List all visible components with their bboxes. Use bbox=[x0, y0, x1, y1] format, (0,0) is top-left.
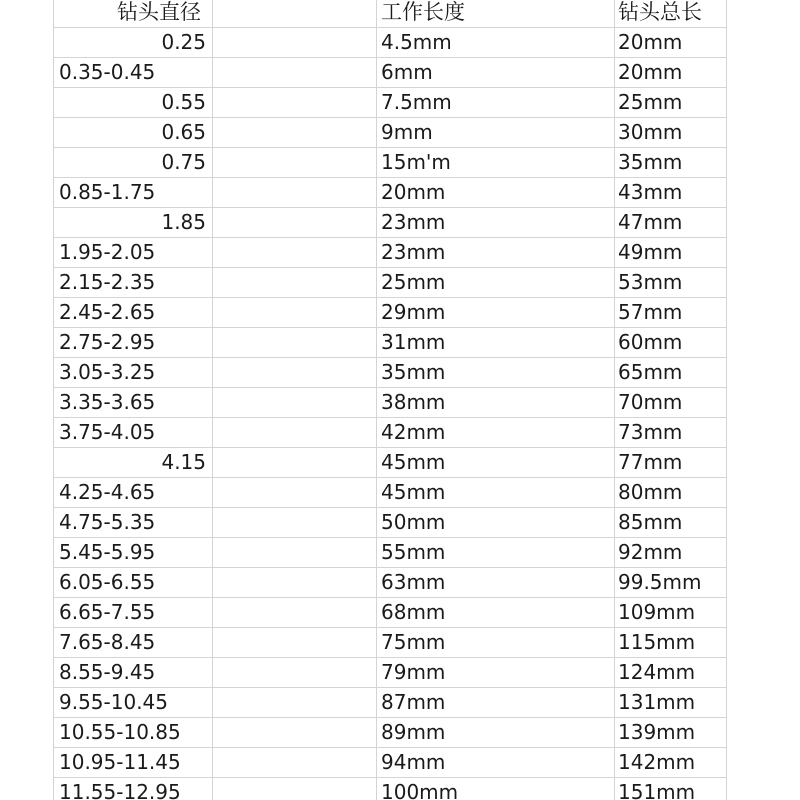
cell-total-length[interactable]: 124mm bbox=[618, 660, 696, 684]
table-row bbox=[0, 177, 800, 207]
table-row bbox=[0, 597, 800, 627]
table-row bbox=[0, 327, 800, 357]
cell-drill-diameter[interactable]: 0.25 bbox=[161, 30, 206, 54]
header-total-length[interactable]: 钻头总长 bbox=[618, 0, 702, 24]
row-divider bbox=[53, 297, 727, 298]
cell-total-length[interactable]: 20mm bbox=[618, 60, 683, 84]
cell-drill-diameter[interactable]: 1.85 bbox=[161, 210, 206, 234]
cell-total-length[interactable]: 70mm bbox=[618, 390, 683, 414]
row-divider bbox=[53, 57, 727, 58]
cell-total-length[interactable]: 109mm bbox=[618, 600, 696, 624]
cell-working-length[interactable]: 4.5mm bbox=[381, 30, 452, 54]
cell-total-length[interactable]: 85mm bbox=[618, 510, 683, 534]
cell-working-length[interactable]: 15m'm bbox=[381, 150, 451, 174]
cell-drill-diameter[interactable]: 2.75-2.95 bbox=[59, 330, 156, 354]
cell-drill-diameter[interactable]: 4.15 bbox=[161, 450, 206, 474]
row-divider bbox=[53, 357, 727, 358]
cell-working-length[interactable]: 29mm bbox=[381, 300, 446, 324]
cell-total-length[interactable]: 57mm bbox=[618, 300, 683, 324]
cell-total-length[interactable]: 115mm bbox=[618, 630, 696, 654]
cell-total-length[interactable]: 43mm bbox=[618, 180, 683, 204]
cell-total-length[interactable]: 20mm bbox=[618, 30, 683, 54]
cell-working-length[interactable]: 55mm bbox=[381, 540, 446, 564]
table-row bbox=[0, 237, 800, 267]
cell-drill-diameter[interactable]: 2.15-2.35 bbox=[59, 270, 156, 294]
cell-working-length[interactable]: 23mm bbox=[381, 240, 446, 264]
cell-working-length[interactable]: 79mm bbox=[381, 660, 446, 684]
cell-total-length[interactable]: 73mm bbox=[618, 420, 683, 444]
cell-working-length[interactable]: 20mm bbox=[381, 180, 446, 204]
table-row bbox=[0, 417, 800, 447]
row-divider bbox=[53, 207, 727, 208]
table-row bbox=[0, 627, 800, 657]
cell-drill-diameter[interactable]: 8.55-9.45 bbox=[59, 660, 156, 684]
row-divider bbox=[53, 387, 727, 388]
row-divider bbox=[53, 657, 727, 658]
cell-drill-diameter[interactable]: 2.45-2.65 bbox=[59, 300, 156, 324]
cell-drill-diameter[interactable]: 6.65-7.55 bbox=[59, 600, 156, 624]
cell-total-length[interactable]: 53mm bbox=[618, 270, 683, 294]
table-row bbox=[0, 357, 800, 387]
table-row bbox=[0, 297, 800, 327]
table-row bbox=[0, 117, 800, 147]
row-divider bbox=[53, 327, 727, 328]
cell-total-length[interactable]: 80mm bbox=[618, 480, 683, 504]
row-divider bbox=[53, 597, 727, 598]
table-row bbox=[0, 567, 800, 597]
cell-total-length[interactable]: 77mm bbox=[618, 450, 683, 474]
cell-drill-diameter[interactable]: 1.95-2.05 bbox=[59, 240, 156, 264]
cell-total-length[interactable]: 151mm bbox=[618, 780, 696, 800]
table-row bbox=[0, 537, 800, 567]
header-working-length[interactable]: 工作长度 bbox=[381, 0, 465, 24]
table-row bbox=[0, 87, 800, 117]
cell-total-length[interactable]: 35mm bbox=[618, 150, 683, 174]
cell-working-length[interactable]: 45mm bbox=[381, 480, 446, 504]
row-divider bbox=[53, 177, 727, 178]
cell-working-length[interactable]: 25mm bbox=[381, 270, 446, 294]
table-row bbox=[0, 447, 800, 477]
cell-working-length[interactable]: 45mm bbox=[381, 450, 446, 474]
table-row bbox=[0, 267, 800, 297]
cell-drill-diameter[interactable]: 7.65-8.45 bbox=[59, 630, 156, 654]
cell-total-length[interactable]: 99.5mm bbox=[618, 570, 702, 594]
cell-drill-diameter[interactable]: 0.75 bbox=[161, 150, 206, 174]
table-row bbox=[0, 657, 800, 687]
table-row bbox=[0, 717, 800, 747]
cell-total-length[interactable]: 47mm bbox=[618, 210, 683, 234]
table-row bbox=[0, 387, 800, 417]
table-row bbox=[0, 477, 800, 507]
row-divider bbox=[53, 747, 727, 748]
cell-working-length[interactable]: 42mm bbox=[381, 420, 446, 444]
cell-total-length[interactable]: 60mm bbox=[618, 330, 683, 354]
cell-working-length[interactable]: 6mm bbox=[381, 60, 433, 84]
cell-drill-diameter[interactable]: 4.75-5.35 bbox=[59, 510, 156, 534]
cell-total-length[interactable]: 92mm bbox=[618, 540, 683, 564]
table-row bbox=[0, 147, 800, 177]
cell-total-length[interactable]: 139mm bbox=[618, 720, 696, 744]
cell-working-length[interactable]: 9mm bbox=[381, 120, 433, 144]
cell-drill-diameter[interactable]: 5.45-5.95 bbox=[59, 540, 156, 564]
cell-working-length[interactable]: 94mm bbox=[381, 750, 446, 774]
row-divider bbox=[53, 447, 727, 448]
cell-working-length[interactable]: 89mm bbox=[381, 720, 446, 744]
cell-drill-diameter[interactable]: 0.85-1.75 bbox=[59, 180, 156, 204]
row-divider bbox=[53, 507, 727, 508]
table-row bbox=[0, 747, 800, 777]
table-row bbox=[0, 207, 800, 237]
cell-working-length[interactable]: 7.5mm bbox=[381, 90, 452, 114]
row-divider bbox=[53, 237, 727, 238]
cell-working-length[interactable]: 68mm bbox=[381, 600, 446, 624]
cell-drill-diameter[interactable]: 3.75-4.05 bbox=[59, 420, 156, 444]
header-drill-diameter[interactable]: 钻头直径 bbox=[117, 0, 201, 24]
cell-drill-diameter[interactable]: 0.55 bbox=[161, 90, 206, 114]
row-divider bbox=[53, 117, 727, 118]
cell-drill-diameter[interactable]: 6.05-6.55 bbox=[59, 570, 156, 594]
cell-working-length[interactable]: 38mm bbox=[381, 390, 446, 414]
row-divider bbox=[53, 717, 727, 718]
table-row bbox=[0, 27, 800, 57]
row-divider bbox=[53, 267, 727, 268]
row-divider bbox=[53, 147, 727, 148]
table-row bbox=[0, 777, 800, 800]
cell-drill-diameter[interactable]: 11.55-12.95 bbox=[59, 780, 181, 800]
cell-drill-diameter[interactable]: 9.55-10.45 bbox=[59, 690, 169, 714]
cell-working-length[interactable]: 35mm bbox=[381, 360, 446, 384]
cell-working-length[interactable]: 50mm bbox=[381, 510, 446, 534]
cell-working-length[interactable]: 23mm bbox=[381, 210, 446, 234]
row-divider bbox=[53, 27, 727, 28]
row-divider bbox=[53, 87, 727, 88]
table-row bbox=[0, 687, 800, 717]
cell-total-length[interactable]: 142mm bbox=[618, 750, 696, 774]
cell-drill-diameter[interactable]: 0.35-0.45 bbox=[59, 60, 156, 84]
cell-drill-diameter[interactable]: 4.25-4.65 bbox=[59, 480, 156, 504]
table-row bbox=[0, 507, 800, 537]
row-divider bbox=[53, 417, 727, 418]
header-row bbox=[0, 0, 800, 27]
cell-drill-diameter[interactable]: 3.35-3.65 bbox=[59, 390, 156, 414]
cell-working-length[interactable]: 100mm bbox=[381, 780, 459, 800]
cell-working-length[interactable]: 63mm bbox=[381, 570, 446, 594]
row-divider bbox=[53, 567, 727, 568]
row-divider bbox=[53, 537, 727, 538]
cell-drill-diameter[interactable]: 3.05-3.25 bbox=[59, 360, 156, 384]
cell-total-length[interactable]: 131mm bbox=[618, 690, 696, 714]
cell-total-length[interactable]: 25mm bbox=[618, 90, 683, 114]
cell-total-length[interactable]: 49mm bbox=[618, 240, 683, 264]
cell-total-length[interactable]: 30mm bbox=[618, 120, 683, 144]
cell-working-length[interactable]: 75mm bbox=[381, 630, 446, 654]
cell-working-length[interactable]: 87mm bbox=[381, 690, 446, 714]
row-divider bbox=[53, 627, 727, 628]
cell-drill-diameter[interactable]: 10.95-11.45 bbox=[59, 750, 181, 774]
cell-drill-diameter[interactable]: 10.55-10.85 bbox=[59, 720, 181, 744]
row-divider bbox=[53, 477, 727, 478]
cell-drill-diameter[interactable]: 0.65 bbox=[161, 120, 206, 144]
row-divider bbox=[53, 687, 727, 688]
cell-working-length[interactable]: 31mm bbox=[381, 330, 446, 354]
cell-total-length[interactable]: 65mm bbox=[618, 360, 683, 384]
table-row bbox=[0, 57, 800, 87]
row-divider bbox=[53, 777, 727, 778]
